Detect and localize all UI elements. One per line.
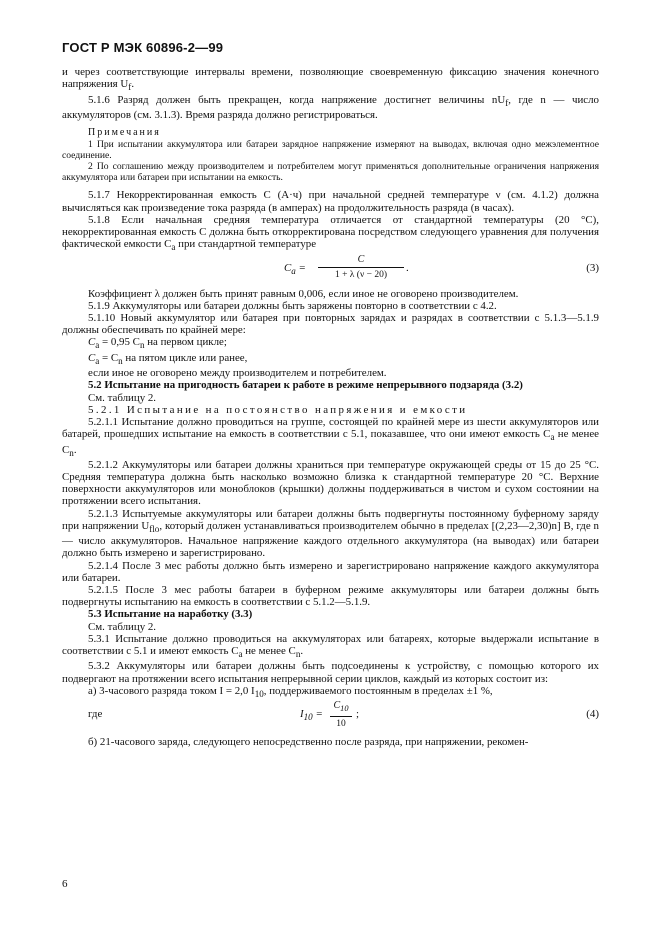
item-a: а) 3-часового разряда током I = 2,0 $I_{10}$, поддерживаемого постоянным в пределах ±1 %,	[88, 684, 493, 700]
coefficient-text: Коэффициент λ должен быть принят равным 0,006, если иное не оговорено производителем.	[88, 287, 519, 300]
section-5-3-heading: 5.3 Испытание на наработку (3.3)	[88, 608, 253, 621]
formula-4-number: (4)	[586, 708, 599, 721]
note-2: 2 По соглашению между производителем и потребителем могут применяться дополнительные ограничения напряжения аккумулятора или батареи при испытании на емкость.	[62, 161, 599, 184]
standard-header: ГОСТ Р МЭК 60896-2—99	[62, 40, 224, 55]
formula-4-left: $I_{10}$ =	[300, 708, 323, 723]
item-b: б) 21-часового заряда, следующего непосредственно после разряда, при напряжении, рекомен-	[88, 736, 529, 749]
clause-5-1-9: 5.1.9 Аккумуляторы или батареи должны быть заряжены повторно в соответствии с 4.2.	[88, 299, 497, 312]
clause-5-2-1-heading: 5.2.1 Испытание на постоянство напряжения и емкости	[88, 403, 468, 416]
formula-3-denominator: 1 + λ (ν − 20)	[334, 269, 388, 280]
clause-5-3-2: 5.3.2 Аккумуляторы или батареи должны быть подсоединены к устройству, с помощью которого их подвергают на протяжении всего испытания непрерывной серии циклов, каждый из которых состоит из:	[62, 660, 599, 685]
clause-5-1-8: 5.1.8 Если начальная средняя температура отличается от стандартной температуры (20 °C), некорректированная емкость C должна быть откорректирована посредством следующего уравнения для получения фактической емкости $C_a$ при стандартной температуре	[62, 213, 599, 253]
clause-5-1-7: 5.1.7 Некорректированная емкость C (А·ч) при начальной средней температуре ν (см. 4.1.2) должна вычисляться как произведение тока разряда (в амперах) на продолжительность разряда (в часах).	[62, 189, 599, 214]
condition-3: если иное не оговорено между производителем и потребителем.	[88, 367, 387, 380]
formula-4-denominator: 10	[336, 719, 346, 730]
clause-5-1-10: 5.1.10 Новый аккумулятор или батарея при повторных зарядах и разрядах в соответствии с 5.1.3—5.1.9 должны обеспечивать по крайней мере:	[62, 311, 599, 337]
paragraph-continuation: и через соответствующие интервалы времени, позволяющие своевременную фиксацию значения конечного напряжения $U_f$.	[62, 66, 599, 93]
formula-3: $C_a$ = $\frac{C}{1 + \lambda (\nu - 20)}$ . (3)	[284, 253, 599, 280]
clause-5-3-1: 5.3.1 Испытание должно проводиться на аккумуляторах или батареях, которые выдержали испытание в соответствии с 5.1 и имеют емкость $C_a$ не менее $C_n$.	[62, 632, 599, 660]
formula-4-fraction	[330, 700, 352, 730]
formula-3-fraction	[318, 254, 404, 281]
clause-5-2-1-3: 5.2.1.3 Испытуемые аккумуляторы или батареи должны быть подвергнуты постоянному буферному заряду при напряжении $U_{flo}$, который должен устанавливаться производителем обычно в пределах [(2,23—2,30)n] В, где n — число аккумуляторов. Начальное напряжение каждого отдельного аккумулятора (на выводах) или батареи должно быть измерено и зарегистрировано.	[62, 507, 599, 560]
formula-3-left: $C_a$ =	[284, 261, 306, 276]
note-1: 1 При испытании аккумулятора или батареи зарядное напряжение измеряют на выводах, включая одно межэлементное соединение.	[62, 139, 599, 162]
condition-2: $C_a = C_n$ на пятом цикле или ранее,	[88, 351, 248, 366]
where-label: где	[88, 708, 103, 721]
clause-5-2-1-5: 5.2.1.5 После 3 мес работы батареи в буферном режиме аккумуляторы или батареи должны быть подвергнуты испытанию на емкость в соответствии с 5.1.2—5.1.9.	[62, 584, 599, 609]
clause-5-2-1-1: 5.2.1.1 Испытание должно проводиться на группе, состоящей по крайней мере из шести аккумуляторов или батарей, прошедших испытание на емкость в соответствии с 5.1, показавшее, что они имеют емкость $C_a$ не менее $C_n$.	[62, 415, 599, 458]
see-table-2: См. таблицу 2.	[88, 391, 157, 404]
document-body	[62, 66, 599, 748]
section-5-2-heading: 5.2 Испытание на пригодность батареи к работе в режиме непрерывного подзаряда (3.2)	[88, 379, 523, 392]
clause-5-1-6: 5.1.6 Разряд должен быть прекращен, когда напряжение достигнет величины $nU_f$, где n — число аккумуляторов (см. 3.1.3). Время разряда должно регистрироваться.	[62, 93, 599, 121]
page-number: 6	[62, 878, 68, 890]
clause-5-2-1-2: 5.2.1.2 Аккумуляторы или батареи должны храниться при температуре окружающей среды от 15 до 25 °C. Средняя температура должна быть насколько возможно близка к стандартной температуре 20 °C. Верхние поверхности аккумуляторов или моноблоков (крышки) должны поддерживаться в чистом и сухом состоянии на протяжении всего испытания.	[62, 458, 599, 508]
formula-3-number: (3)	[586, 261, 599, 274]
see-table-2-b: См. таблицу 2.	[88, 620, 157, 633]
formula-4: где $I_{10}$ = $\frac{C_{10}}{10}$ ; (4)	[88, 700, 599, 730]
clause-5-2-1-4: 5.2.1.4 После 3 мес работы должно быть измерено и зарегистрировано напряжение каждого аккумулятора или батареи.	[62, 559, 599, 584]
condition-1: $C_a = 0,95$ $C_n$ на первом цикле;	[88, 336, 227, 351]
formula-4-numerator: $C_{10}$	[330, 700, 352, 717]
notes-title: Примечания	[88, 127, 161, 139]
formula-3-numerator: C	[318, 254, 404, 268]
